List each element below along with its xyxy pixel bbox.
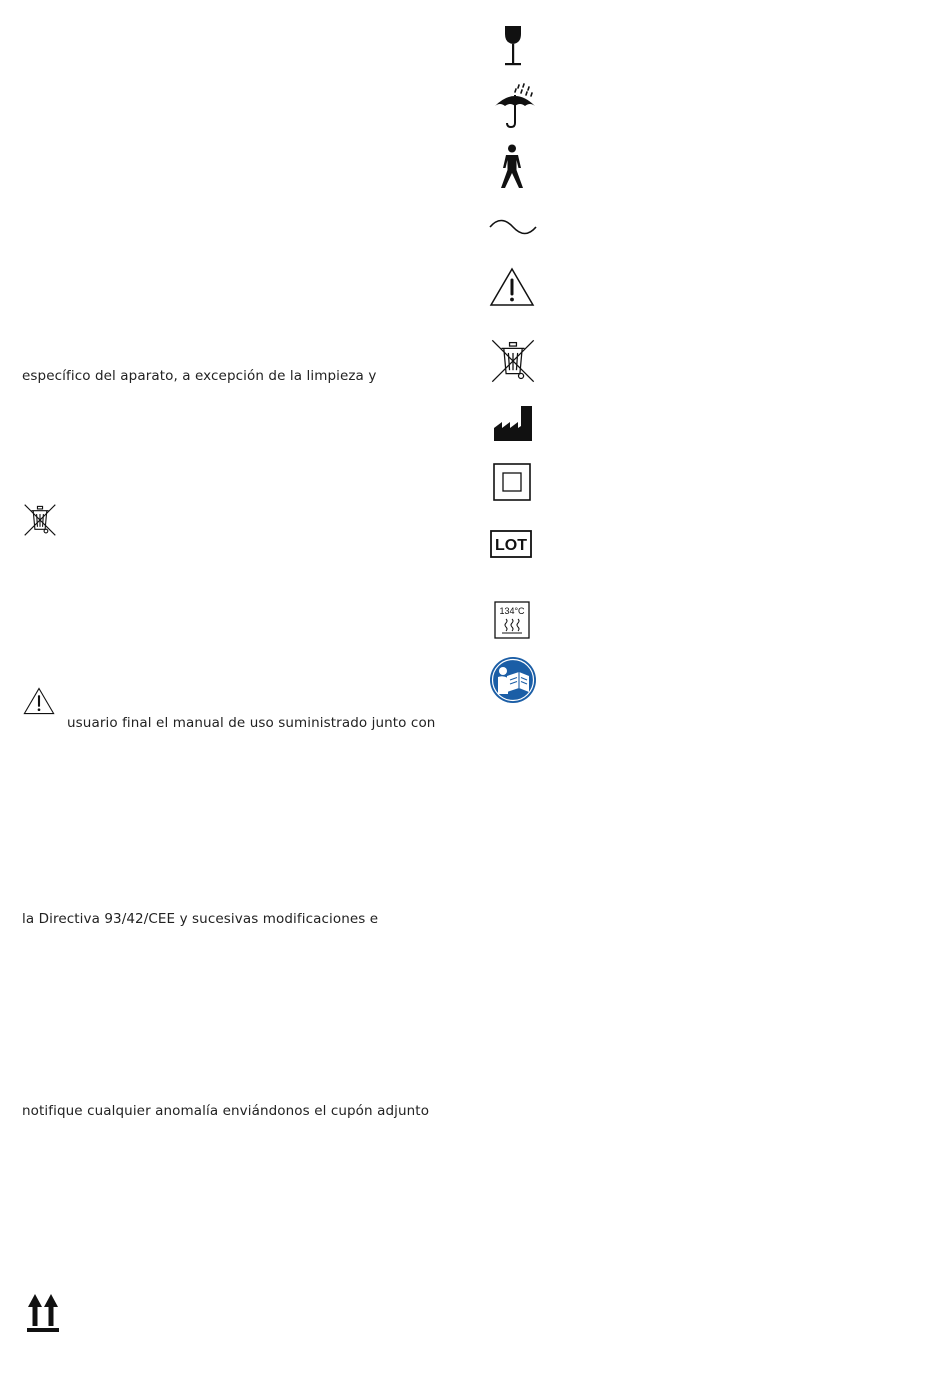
this-way-up-icon — [26, 1293, 60, 1333]
sterilization-134c-icon — [494, 601, 530, 639]
text-line-limpieza: específico del aparato, a excepción de la limpieza y — [22, 368, 377, 384]
manufacturer-icon — [493, 404, 533, 442]
weee-crossed-bin-icon — [490, 338, 536, 384]
warning-icon — [23, 687, 55, 715]
keep-dry-icon — [492, 82, 538, 130]
type-b-applied-part-icon — [497, 144, 527, 190]
weee-crossed-bin-icon — [23, 503, 57, 537]
warning-icon — [489, 267, 535, 307]
autoclave-label: 134°C — [499, 606, 525, 616]
fragile-icon — [500, 24, 526, 68]
class-ii-icon — [493, 463, 531, 501]
text-line-directiva: la Directiva 93/42/CEE y sucesivas modificaciones e — [22, 911, 379, 927]
read-manual-icon — [489, 656, 537, 704]
alternating-current-icon — [489, 216, 537, 238]
text-line-anomalia: notifique cualquier anomalía enviándonos el cupón adjunto — [22, 1103, 430, 1119]
text-line-manual-usuario: usuario final el manual de uso suministrado junto con — [67, 715, 436, 731]
lot-label: LOT — [495, 537, 527, 554]
lot-icon — [490, 530, 532, 558]
